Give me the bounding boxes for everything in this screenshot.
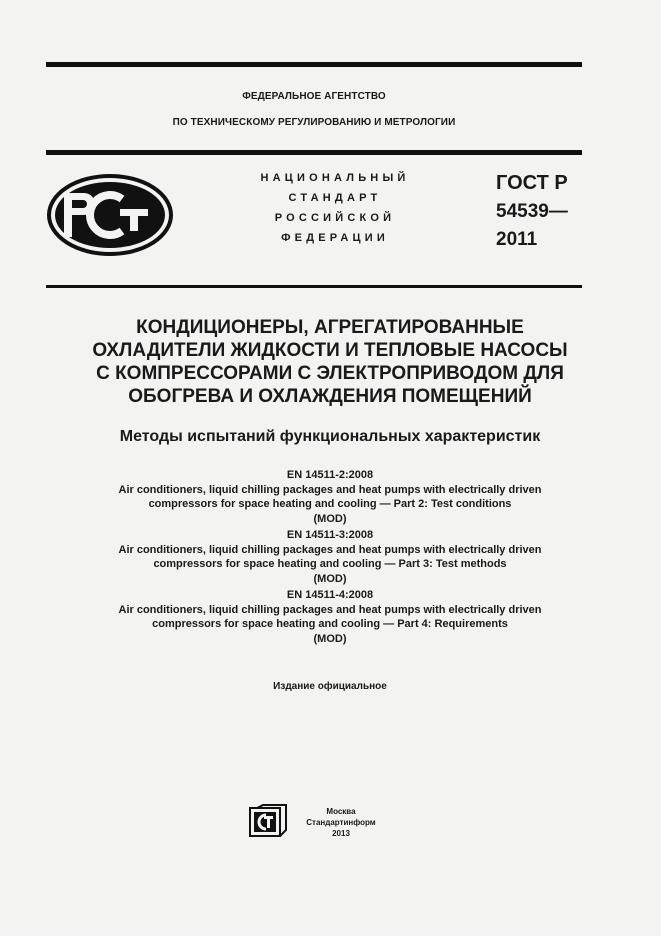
reference-code: EN 14511-3:2008 <box>286 529 374 541</box>
title-line-1: КОНДИЦИОНЕРЫ, АГРЕГАТИРОВАННЫЕ <box>136 317 524 338</box>
agency-line-2: ПО ТЕХНИЧЕСКОМУ РЕГУЛИРОВАНИЮ И МЕТРОЛОГИИ <box>172 117 456 128</box>
reference-item <box>40 588 620 646</box>
standard-type-line-4: ФЕДЕРАЦИИ <box>281 232 389 244</box>
reference-code: EN 14511-2:2008 <box>286 469 374 481</box>
standard-type-line-3: РОССИЙСКОЙ <box>274 212 396 224</box>
title-divider <box>46 285 582 288</box>
reference-title-line-1: Air conditioners, liquid chilling packages and heat pumps with electrically driven <box>118 603 542 616</box>
document-subtitle: Методы испытаний функциональных характеристик <box>119 428 541 445</box>
official-edition-note: Издание официальное <box>273 681 387 692</box>
reference-standards <box>40 468 620 648</box>
publisher-name: Стандартинформ <box>306 818 376 827</box>
publisher-year: 2013 <box>332 829 350 838</box>
document-title <box>40 316 620 408</box>
reference-title-line-1: Air conditioners, liquid chilling packages and heat pumps with electrically driven <box>118 543 542 556</box>
standard-type-line-2: СТАНДАРТ <box>288 192 382 204</box>
reference-title-line-2: compressors for space heating and cooling — Part 3: Test methods <box>153 558 507 570</box>
reference-item <box>40 528 620 586</box>
reference-mod: (MOD) <box>313 512 347 525</box>
designation-line-2: 54539— <box>496 201 568 222</box>
reference-title-line-1: Air conditioners, liquid chilling packages and heat pumps with electrically driven <box>118 483 542 496</box>
publisher-city: Москва <box>326 807 356 816</box>
title-line-4: ОБОГРЕВА И ОХЛАЖДЕНИЯ ПОМЕЩЕНИЙ <box>128 386 532 407</box>
reference-mod: (MOD) <box>313 572 347 585</box>
designation-line-1: ГОСТ Р <box>496 172 568 194</box>
title-line-2: ОХЛАДИТЕЛИ ЖИДКОСТИ И ТЕПЛОВЫЕ НАСОСЫ <box>92 340 568 361</box>
publisher-block <box>296 806 386 839</box>
rst-certification-mark-icon <box>46 173 174 257</box>
reference-item <box>40 468 620 526</box>
top-divider <box>46 62 582 67</box>
reference-mod: (MOD) <box>313 632 347 645</box>
agency-line-1: ФЕДЕРАЛЬНОЕ АГЕНТСТВО <box>242 91 386 102</box>
reference-title-line-2: compressors for space heating and cooling — Part 4: Requirements <box>152 618 508 630</box>
title-line-3: С КОМПРЕССОРАМИ С ЭЛЕКТРОПРИВОДОМ ДЛЯ <box>96 363 564 384</box>
header-divider <box>46 150 582 155</box>
reference-title-line-2: compressors for space heating and cooling — Part 2: Test conditions <box>148 498 512 510</box>
standard-type-line-1: НАЦИОНАЛЬНЫЙ <box>260 172 410 184</box>
reference-code: EN 14511-4:2008 <box>286 589 374 601</box>
standartinform-logo-icon <box>249 804 287 838</box>
designation-line-3: 2011 <box>496 229 538 250</box>
